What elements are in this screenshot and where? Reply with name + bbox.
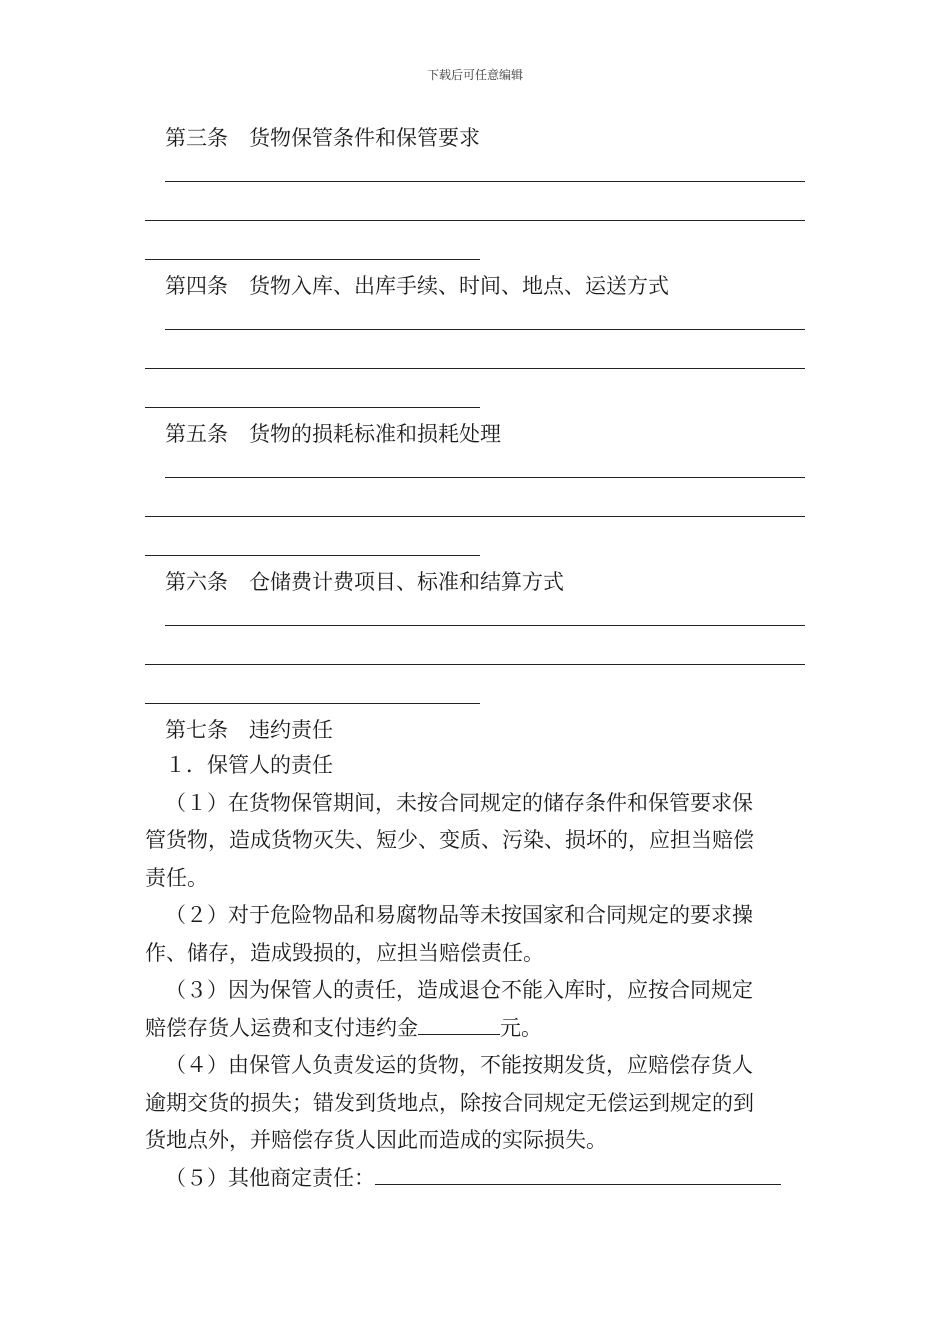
clause-1-line: （１）在货物保管期间，未按合同规定的储存条件和保管要求保 [165,790,753,815]
fill-line [165,181,805,182]
fill-line [165,625,805,626]
fill-line [145,259,480,260]
clause-3-line [145,1010,807,1048]
clause-5-text: （５）其他商定责任： [165,1165,375,1190]
page-header: 下载后可任意编辑 [426,68,523,82]
fill-line [145,555,480,556]
article-7-heading: 第七条 违约责任 [165,718,333,742]
fill-line [145,703,480,704]
fill-line [145,516,805,517]
item-1-title: １．保管人的责任 [165,753,333,777]
clause-1-line: 管货物，造成货物灭失、短少、变质、污染、损坏的，应担当赔偿 [145,828,754,852]
fill-line [145,407,480,408]
other-liability-blank[interactable] [375,1162,781,1185]
clause-4-line: 货地点外，并赔偿存货人因此而造成的实际损失。 [145,1128,607,1152]
clause-3-unit: 元。 [500,1015,542,1040]
article-4-heading: 第四条 货物入库、出库手续、时间、地点、运送方式 [165,274,669,298]
clause-5-line [145,1160,807,1198]
fill-line [165,329,805,330]
clause-3-text: 赔偿存货人运费和支付违约金 [145,1015,418,1040]
clause-2-line: 作、储存，造成毁损的，应担当赔偿责任。 [145,940,544,965]
clause-4-line: 逾期交货的损失；错发到货地点，除按合同规定无偿运到规定的到 [145,1090,754,1115]
clause-4-line: （４）由保管人负责发运的货物，不能按期发货，应赔偿存货人 [165,1053,753,1077]
article-6-heading: 第六条 仓储费计费项目、标准和结算方式 [165,570,564,594]
clause-3-line: （３）因为保管人的责任，造成退仓不能入库时，应按合同规定 [165,978,753,1002]
article-5-heading: 第五条 货物的损耗标准和损耗处理 [165,422,501,446]
clause-1-line: 责任。 [145,865,208,890]
penalty-amount-blank[interactable] [418,1012,500,1035]
article-7-body [145,747,807,1197]
fill-line [165,477,805,478]
fill-line [145,664,805,665]
fill-line [145,368,805,369]
clause-2-line: （２）对于危险物品和易腐物品等未按国家和合同规定的要求操 [165,903,753,927]
fill-line [145,220,805,221]
article-3-heading: 第三条 货物保管条件和保管要求 [165,126,480,150]
